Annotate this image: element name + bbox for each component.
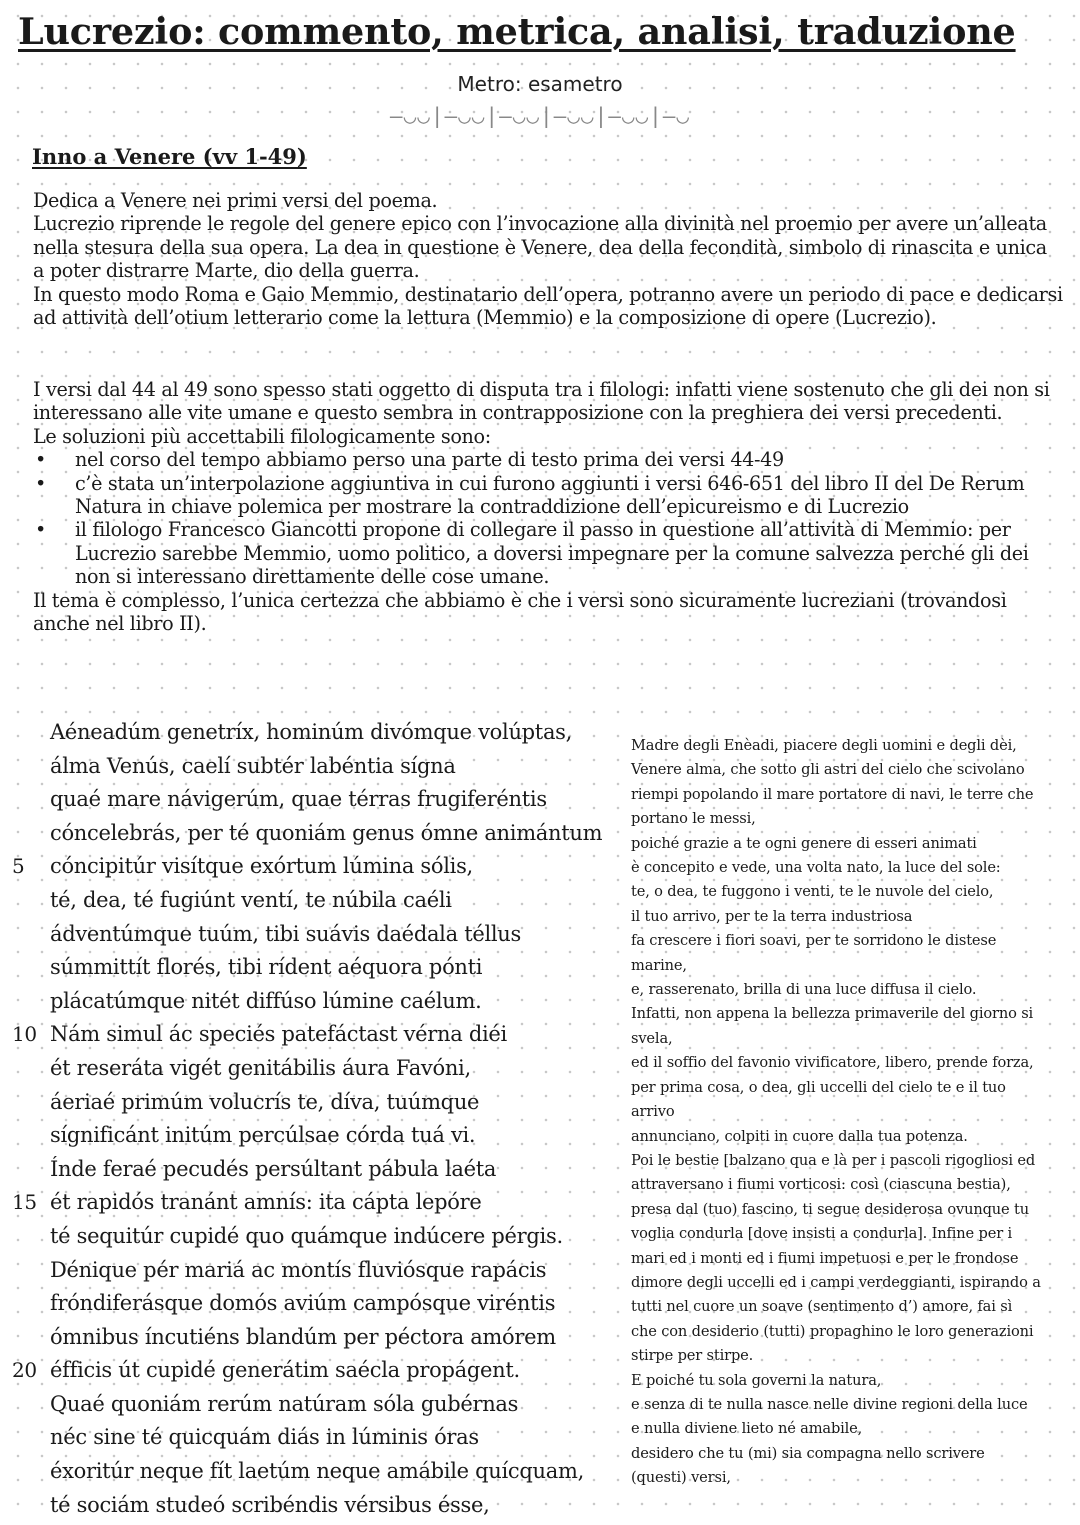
verse-line <box>12 1287 622 1321</box>
meter-scheme: —◡◡|—◡◡|—◡◡|—◡◡|—◡◡|—◡ <box>389 104 691 128</box>
verse-number: 5 <box>12 854 25 879</box>
verse-text: súmmittít florés, tibi rídent aéquora pónti <box>50 955 483 980</box>
list-item: • c’è stata un’interpolazione aggiuntiva in cui furono aggiunti i versi 646-651 del libro II del De Rerum Natura in chiave polemica per mostrare la contraddizione dell’epicureismo e di Lucrezio <box>35 471 1025 519</box>
section-heading: Inno a Venere (vv 1-49) <box>32 144 307 169</box>
verse-line <box>12 850 622 884</box>
verse-line <box>12 817 622 851</box>
verse-line <box>12 1388 622 1422</box>
verse-line <box>12 1455 622 1489</box>
translation-line: annunciano, colpiti in cuore dalla tua potenza. <box>631 1127 968 1145</box>
verse-line <box>12 1153 622 1187</box>
translation-line: portano le messi, <box>631 810 756 828</box>
translation-line: Madre degli Enèadi, piacere degli uomini e degli dèi, <box>631 737 1017 754</box>
translation-line: tutti nel cuore un soave (sentimento d’) amore, fai sì <box>631 1298 1013 1316</box>
philology-text <box>33 378 1063 635</box>
verse-text: té sequitúr cupidé quo quámque indúcere pérgis. <box>50 1223 563 1248</box>
translation-line: Venere alma, che sotto gli astri del cielo che scivolano <box>631 761 1025 779</box>
verse-line <box>12 1421 622 1455</box>
verse-line <box>12 918 622 952</box>
translation-line: è concepito e vede, una volta nato, la luce del sole: <box>631 859 1001 877</box>
verse-text: fróndiferásque domós aviúm campósque viréntis <box>50 1291 556 1316</box>
translation-line: e, rasserenato, brilla di una luce diffusa il cielo. <box>631 981 977 999</box>
translation-line: attraversano i fiumi vorticosi: così (ciascuna bestia), <box>631 1176 1011 1194</box>
verse-text: Dénique pér mariá ac montís fluviósque rapácis <box>50 1257 547 1282</box>
solutions-list <box>33 448 1063 588</box>
verse-text: quaé mare návigerúm, quae térras frugiferéntis <box>50 787 547 812</box>
verse-number: 20 <box>12 1358 37 1383</box>
verse-text: ét rapidós tranánt amnís: ita cápta lepóre <box>50 1190 482 1215</box>
verse-line <box>12 1321 622 1355</box>
list-item: • nel corso del tempo abbiamo perso una parte di testo prima dei versi 44-49 <box>35 448 784 472</box>
translation-line: dimore degli uccelli ed i campi verdeggianti, ispirando a <box>631 1273 1041 1291</box>
verse-text: cóncipitúr visítque exórtum lúmina sólis, <box>50 854 473 879</box>
list-item: • il filologo Francesco Giancotti propone di collegare il passo in questione all’attività di Memmio: per Lucrezio sarebbe Memmio, uomo politico, a doversi impegnare per la comune salvezza perché gli dei non si interessano direttamente delle cose umane. <box>35 518 1029 589</box>
verse-text: cóncelebrás, per té quoniám genus ómne animántum <box>50 820 603 845</box>
translation-line: ed il soffio del favonio vivificatore, libero, prende forza, <box>631 1054 1034 1072</box>
verse-text: sígnificánt initúm percúlsae córda tuá vi. <box>50 1123 476 1148</box>
dispute-paragraph: I versi dal 44 al 49 sono spesso stati oggetto di disputa tra i filologi: infatti viene sostenuto che gli dei non si interessano alle vite umane e questo sembra in contrapposizione con la preghiera dei versi precedenti. <box>33 378 1050 425</box>
translation-line: desidero che tu (mi) sia compagna nello scrivere <box>631 1444 985 1462</box>
translation-line: Poi le bestie [balzano qua e là per i pascoli rigogliosi ed <box>631 1151 1036 1169</box>
verse-line <box>12 1254 622 1288</box>
translation-line: te, o dea, te fuggono i venti, te le nuvole del cielo, <box>631 883 994 901</box>
verse-line <box>12 1119 622 1153</box>
verse-line <box>12 884 622 918</box>
translation-line: svela, <box>631 1029 673 1047</box>
bullet-icon: • <box>35 518 46 542</box>
translation-line: arrivo <box>631 1103 675 1121</box>
bullet-icon: • <box>35 448 46 472</box>
verse-line <box>12 750 622 784</box>
verse-text: áeriaé primúm volucrís te, díva, tuúmque <box>50 1089 480 1114</box>
translation-line: presa dal (tuo) fascino, ti segue desiderosa ovunque tu <box>631 1200 1029 1218</box>
translation-line: marine, <box>631 956 687 974</box>
solutions-label: Le soluzioni più accettabili filologicamente sono: <box>33 424 491 448</box>
verse-line <box>12 1186 622 1220</box>
verse-text: Quaé quoniám rerúm natúram sóla gubérnas <box>50 1391 519 1416</box>
translation-line: il tuo arrivo, per te la terra industriosa <box>631 907 913 925</box>
verse-line <box>12 1086 622 1120</box>
verse-line <box>12 1018 622 1052</box>
verse-text: té, dea, té fugiúnt ventí, te núbila caéli <box>50 887 452 912</box>
page-title: Lucrezio: commento, metrica, analisi, traduzione <box>18 10 1016 53</box>
translation-line: fa crescere i fiori soavi, per te sorridono le distese <box>631 932 997 950</box>
italian-translation <box>631 734 1073 1491</box>
translation-line: e nulla diviene lieto né amabile, <box>631 1420 863 1438</box>
meter-label: Metro: esametro <box>457 72 623 96</box>
verse-text: álma Venús, caelí subtér labéntia sígna <box>50 753 456 778</box>
bullet-icon: • <box>35 471 46 495</box>
intro-paragraph: Dedica a Venere nei primi versi del poema. <box>33 189 438 212</box>
translation-line: e senza di te nulla nasce nelle divine regioni della luce <box>631 1395 1028 1413</box>
verse-text: ét reseráta vigét genitábilis áura Favóni, <box>50 1055 471 1080</box>
intro-paragraph: Lucrezio riprende le regole del genere epico con l’invocazione alla divinità nel proemio per avere un’alleata nella stesura della sua opera. La dea in questione è Venere, dea della fecondità, simbolo di rinascita e unica a poter distrarre Marte, dio della guerra. <box>33 212 1047 283</box>
verse-number: 10 <box>12 1022 37 1047</box>
translation-line: riempi popolando il mare portatore di navi, le terre che <box>631 785 1034 803</box>
verse-line <box>12 716 622 750</box>
verse-number: 15 <box>12 1190 37 1215</box>
verse-text: éfficis út cupidé generátim saécla propágent. <box>50 1358 520 1383</box>
verse-text: plácatúmque nitét diffúso lúmine caélum. <box>50 988 482 1013</box>
verse-text: té sociám studeó scribéndis vérsibus ésse, <box>50 1492 490 1517</box>
verse-text: éxoritúr neque fít laetúm neque amábile quícquam, <box>50 1459 584 1484</box>
verse-text: Índe feraé pecudés persúltant pábula laéta <box>50 1156 497 1181</box>
verse-line <box>12 1052 622 1086</box>
translation-line: per prima cosa, o dea, gli uccelli del cielo te e il tuo <box>631 1078 1006 1096</box>
verse-line <box>12 783 622 817</box>
verse-text: Nám simul ác speciés patefáctast vérna diéi <box>50 1022 507 1047</box>
verse-text: ádventúmque tuúm, tibi suávis daédala téllus <box>50 921 521 946</box>
translation-line: voglia condurla [dove insisti a condurla]. Infine per i <box>631 1225 1013 1243</box>
translation-line: stirpe per stirpe. <box>631 1347 754 1365</box>
verse-line <box>12 985 622 1019</box>
translation-line: che con desiderio (tutti) propaghino le loro generazioni <box>631 1322 1034 1340</box>
translation-line: mari ed i monti ed i fiumi impetuosi e per le frondose <box>631 1249 1019 1267</box>
translation-line: (questi) versi, <box>631 1469 731 1487</box>
verse-text: néc sine té quicquám diás in lúminis óras <box>50 1425 479 1450</box>
latin-verses <box>12 716 622 1522</box>
verse-line <box>12 951 622 985</box>
translation-line: Infatti, non appena la bellezza primaverile del giorno si <box>631 1005 1034 1023</box>
intro-text <box>33 189 1063 329</box>
translation-line: E poiché tu sola governi la natura, <box>631 1371 882 1389</box>
verse-line <box>12 1489 622 1523</box>
verse-line <box>12 1354 622 1388</box>
verse-line <box>12 1220 622 1254</box>
verse-text: ómnibus íncutiéns blandúm per péctora amórem <box>50 1324 556 1349</box>
conclusion-paragraph: Il tema è complesso, l’unica certezza che abbiamo è che i versi sono sicuramente lucreziani (trovandosi anche nel libro II). <box>33 588 1007 636</box>
translation-line: poiché grazie a te ogni genere di esseri animati <box>631 834 977 852</box>
verse-text: Aéneadúm genetríx, hominúm divómque volúptas, <box>50 720 573 744</box>
intro-paragraph: In questo modo Roma e Gaio Memmio, destinatario dell’opera, potranno avere un periodo di pace e dedicarsi ad attività dell’otium letterario come la lettura (Memmio) e la composizione di opere (Lucrezio). <box>33 282 1063 330</box>
